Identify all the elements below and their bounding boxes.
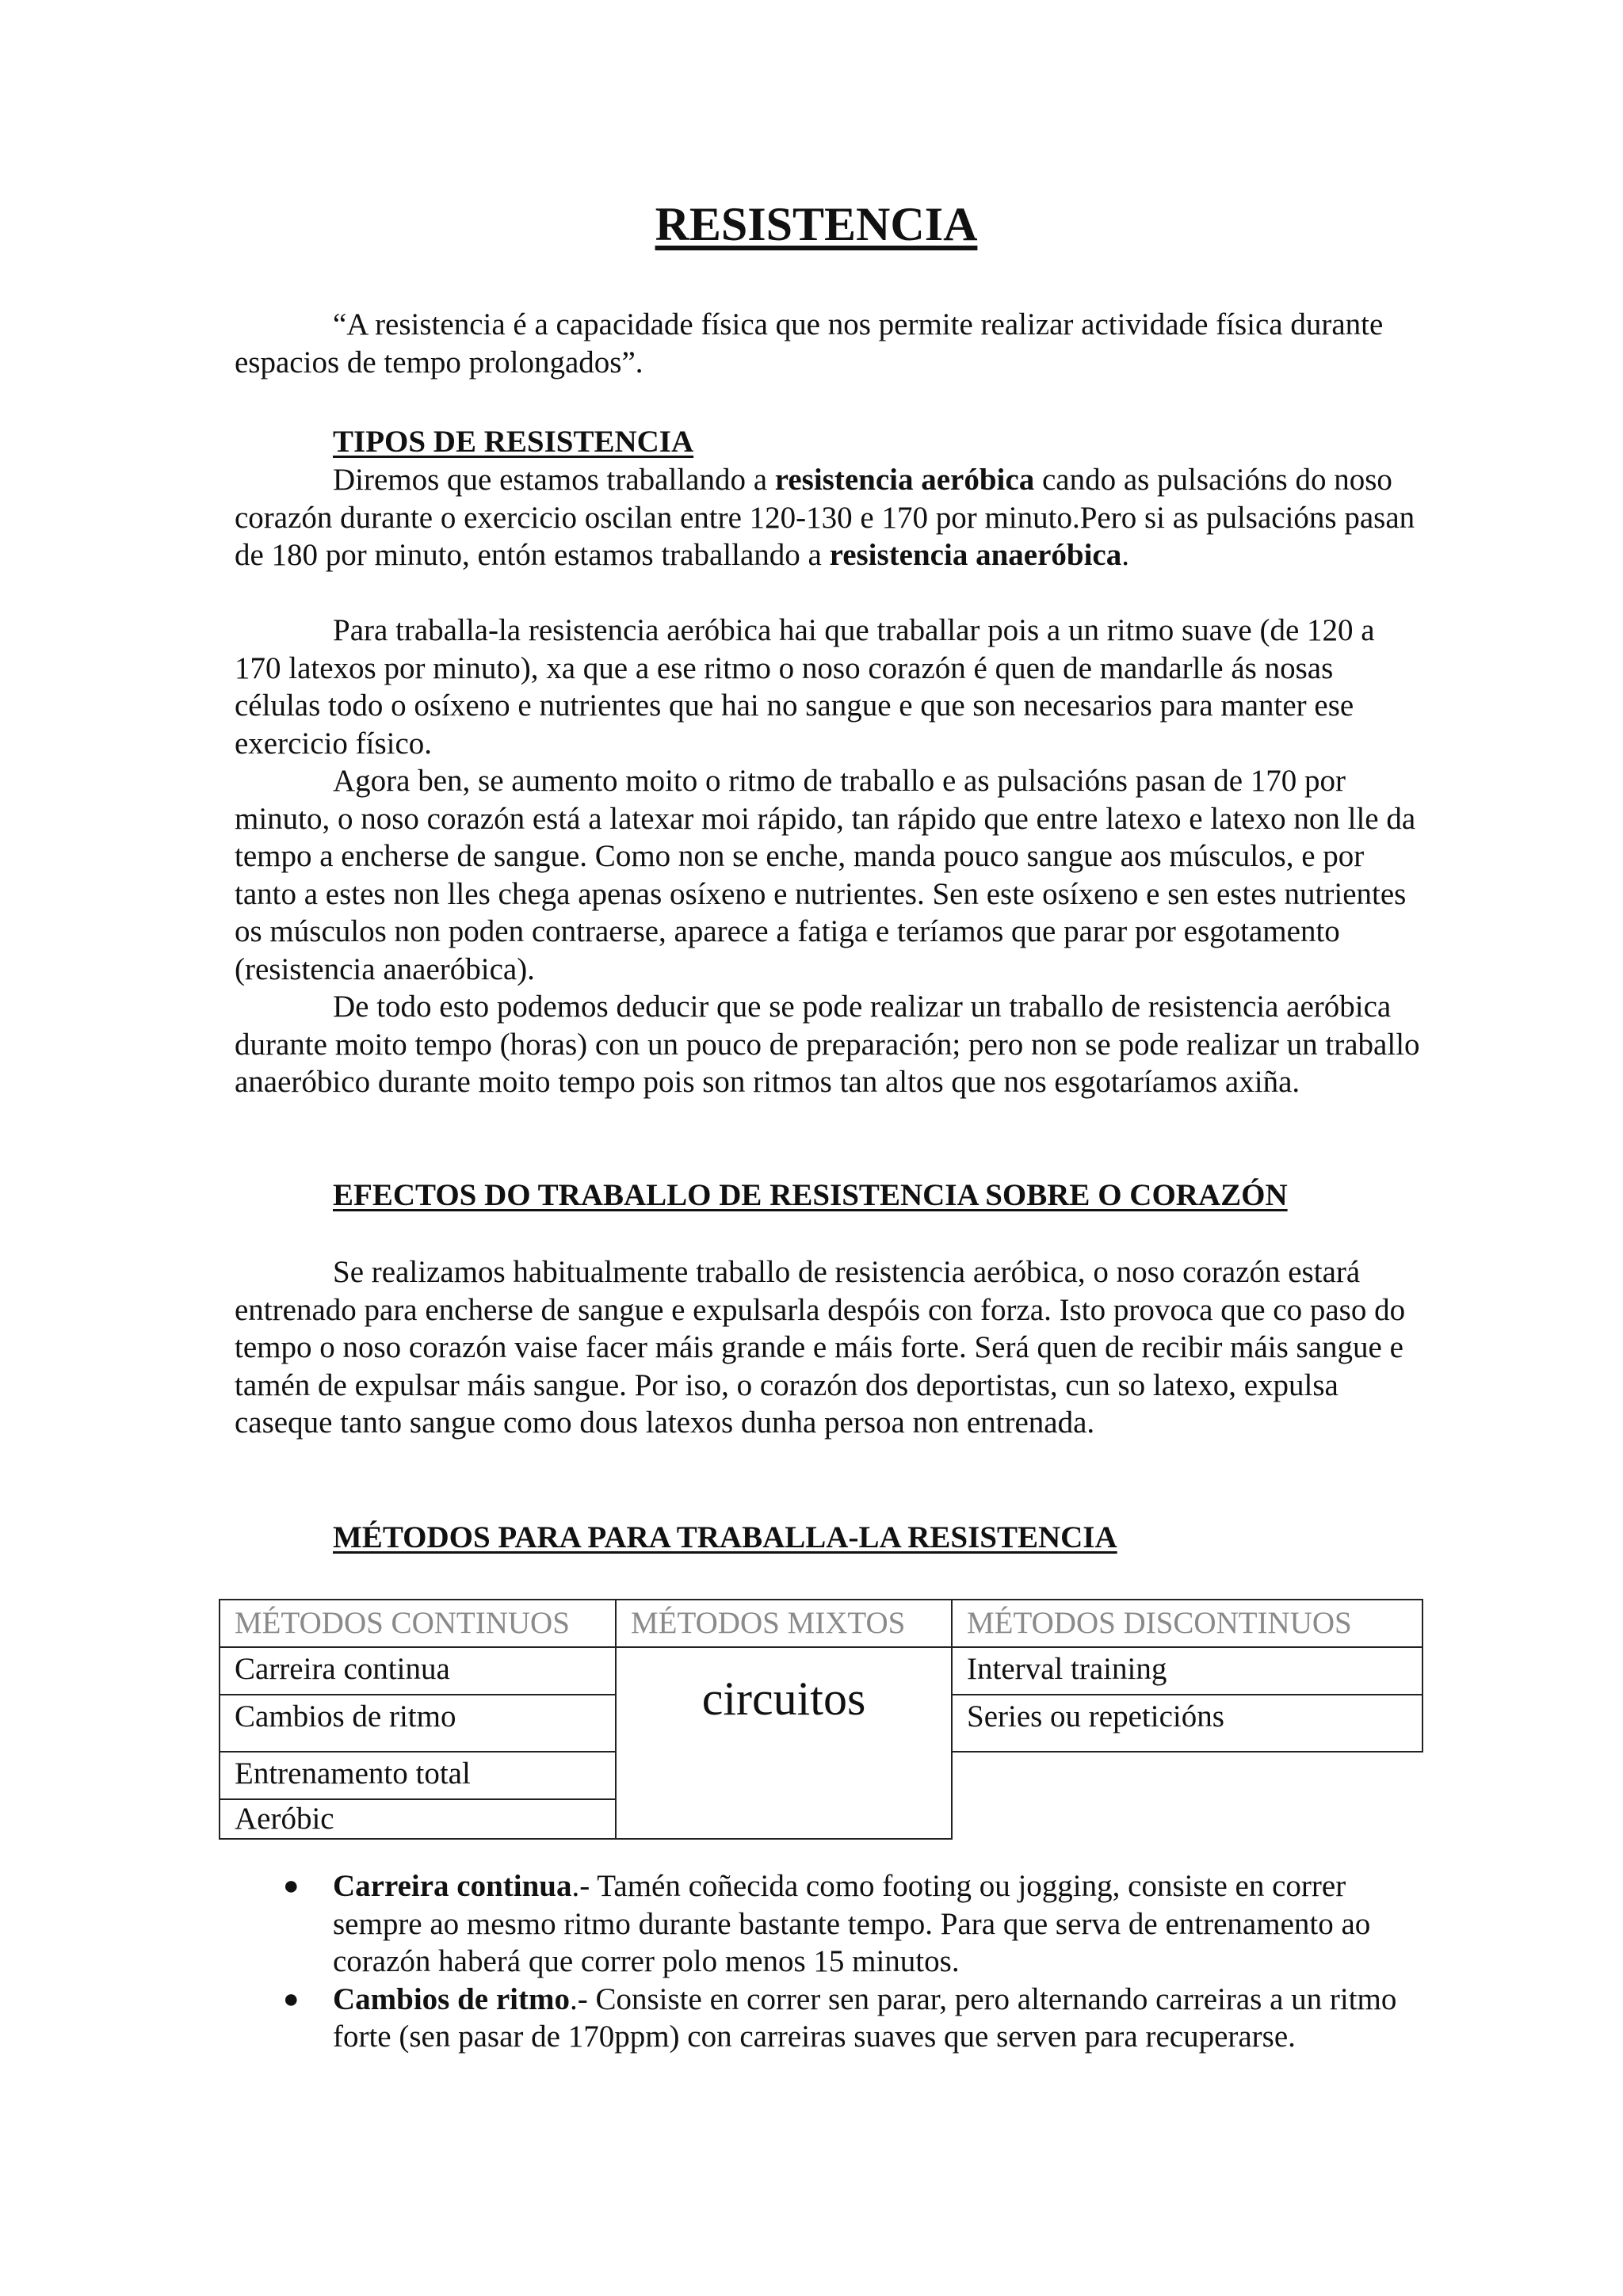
tipos-paragraph-4: De todo esto podemos deducir que se pode realizar un traballo de resistencia aeróbica durante moito tempo (horas) con un pouco de preparación; pero non se pode realizar un traballo anaeróbico durante moito tempo pois son ritmos tan altos que nos esgotaríamos axiña. [235, 990, 1420, 1099]
tipos-paragraph-2: Para traballa-la resistencia aeróbica hai que traballar pois a un ritmo suave (de 120 a 170 latexos por minuto), xa que a ese ritmo o noso corazón é quen de mandarlle ás nosas células todo o osíxeno e nutrientes que hai no sangue e que son necesarios para manter ese exercicio físico. [235, 613, 1375, 761]
list-item [269, 1867, 1411, 1981]
continuos-item: Aeróbic [220, 1799, 616, 1839]
bullet-icon: ● [283, 1871, 300, 1901]
heading-efectos: EFECTOS DO TRABALLO DE RESISTENCIA SOBRE O CORAZÓN [333, 1178, 1288, 1212]
methods-table [219, 1599, 1423, 1840]
tipos-p1-text-e: . [1121, 538, 1129, 572]
efectos-paragraph: Se realizamos habitualmente traballo de resistencia aeróbica, o noso corazón estará entrenado para encherse de sangue e expulsarla despóis con forza. Isto provoca que co paso do tempo o noso corazón vaise facer máis grande e máis forte. Será quen de recibir máis sangue e tamén de expulsar máis sangue. Por iso, o corazón dos deportistas, cun so latexo, expulsa caseque tanto sangue como dous latexos dunha persoa non entrenada. [235, 1255, 1406, 1440]
bullet-text: .- Consiste en correr sen parar, pero alternando carreiras a un ritmo forte (sen pasar de 170ppm) con carreiras suaves que serven para recuperarse. [333, 1981, 1397, 2054]
heading-tipos: TIPOS DE RESISTENCIA [333, 425, 694, 459]
list-item [269, 1981, 1411, 2056]
header-continuos: MÉTODOS CONTINUOS [220, 1600, 616, 1647]
header-discontinuos: MÉTODOS DISCONTINUOS [952, 1600, 1423, 1647]
continuos-item: Cambios de ritmo [220, 1695, 616, 1752]
tipos-p1-text-c: cando as pulsacións do noso corazón durante o exercicio oscilan entre 120-130 e 170 por minuto.Pero si as pulsacións pasan de 180 por minuto, entón estamos traballando a [235, 463, 1415, 572]
tipos-paragraph-1 [235, 461, 1423, 574]
discontinuos-item: Interval training [952, 1647, 1423, 1695]
term-resistencia-anaerobica: resistencia anaeróbica [829, 538, 1122, 572]
bullet-term: Cambios de ritmo [333, 1981, 570, 2016]
heading-metodos: MÉTODOS PARA PARA TRABALLA-LA RESISTENCIA [333, 1520, 1117, 1554]
bullet-text: .- Tamén coñecida como footing ou jogging, consiste en correr sempre ao mesmo ritmo durante bastante tempo. Para que serva de entrenamento ao corazón haberá que correr polo menos 15 minutos. [333, 1869, 1371, 1978]
tipos-paragraph-3: Agora ben, se aumento moito o ritmo de traballo e as pulsacións pasan de 170 por minuto, o noso corazón está a latexar moi rápido, tan rápido que entre latexo e latexo non lle da tempo a encherse de sangue. Como non se enche, manda pouco sangue aos músculos, e por tanto a estes non lles chega apenas osíxeno e nutrientes. Sen este osíxeno e sen estes nutrientes os músculos non poden contraerse, aparece a fatiga e teríamos que parar por esgotamento (resistencia anaeróbica). [235, 764, 1416, 986]
empty-cell [952, 1752, 1423, 1839]
term-resistencia-aerobica: resistencia aeróbica [774, 463, 1035, 497]
header-mixtos: MÉTODOS MIXTOS [616, 1600, 952, 1647]
bullet-icon: ● [283, 1984, 300, 2014]
tipos-p1-text-a: Diremos que estamos traballando a [333, 463, 775, 497]
mixtos-cell: circuitos [616, 1647, 952, 1839]
definition-paragraph: “A resistencia é a capacidade física que nos permite realizar actividade física durante espacios de tempo prolongados”. [235, 307, 1384, 379]
bullet-term: Carreira continua [333, 1869, 572, 1903]
page-title: RESISTENCIA [655, 198, 978, 250]
continuos-item: Entrenamento total [220, 1752, 616, 1799]
discontinuos-item: Series ou repeticións [952, 1695, 1423, 1752]
continuos-item: Carreira continua [220, 1647, 616, 1695]
methods-bullet-list [269, 1867, 1411, 2056]
